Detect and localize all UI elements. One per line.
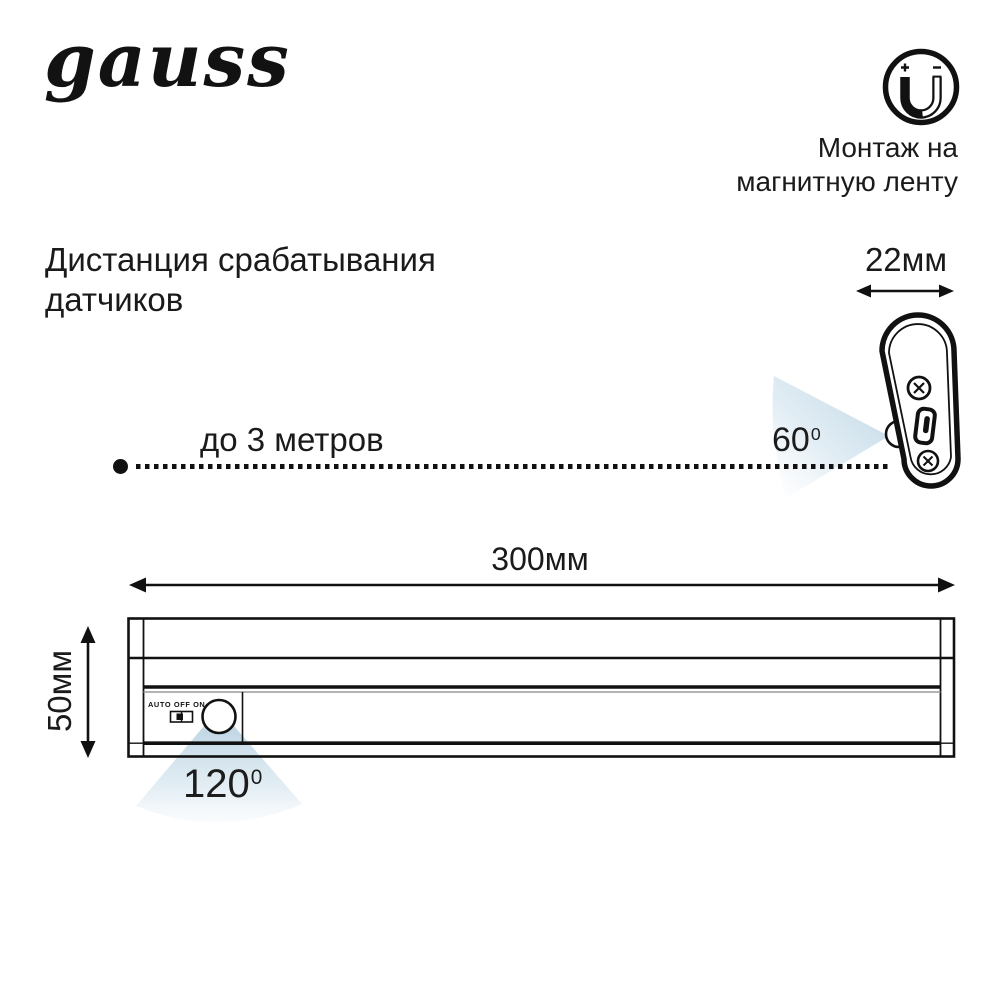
length-dimension-label: 300мм xyxy=(491,541,589,577)
magnet-caption-line1: Монтаж на xyxy=(817,132,958,163)
section-title-line1: Дистанция срабатывания xyxy=(45,241,436,278)
magnet-caption xyxy=(736,131,958,198)
plus-pole xyxy=(901,64,909,72)
bottom-screw-icon xyxy=(918,451,938,471)
length-dimension-arrow xyxy=(120,572,965,598)
mode-switch xyxy=(171,712,193,723)
front-angle-label xyxy=(183,762,262,807)
section-title xyxy=(45,240,436,321)
side-angle-label xyxy=(772,421,821,460)
switch-label: AUTO OFF ON xyxy=(148,700,206,709)
depth-dimension-label: 22мм xyxy=(864,241,948,278)
side-angle-value: 60 xyxy=(772,421,810,459)
beam-origin-dot xyxy=(113,459,128,474)
section-title-line2: датчиков xyxy=(45,281,184,319)
front-angle-value: 120 xyxy=(183,762,250,806)
pir-sensor xyxy=(203,700,236,733)
magnet-caption-line2: магнитную ленту xyxy=(736,165,958,197)
distance-label: до 3 метров xyxy=(200,421,384,458)
height-dimension-arrow xyxy=(75,620,101,765)
usb-port-icon xyxy=(914,408,935,444)
beam-dotted-line xyxy=(136,464,888,469)
magnet-icon xyxy=(880,46,962,128)
brand-logo: gauss xyxy=(44,18,291,104)
device-side-view xyxy=(730,295,980,510)
front-angle-sup: 0 xyxy=(250,766,263,790)
screw-icon xyxy=(908,377,930,399)
side-angle-sup: 0 xyxy=(810,424,821,445)
device-front-view xyxy=(100,610,980,855)
height-dimension-label: 50мм xyxy=(41,649,78,733)
